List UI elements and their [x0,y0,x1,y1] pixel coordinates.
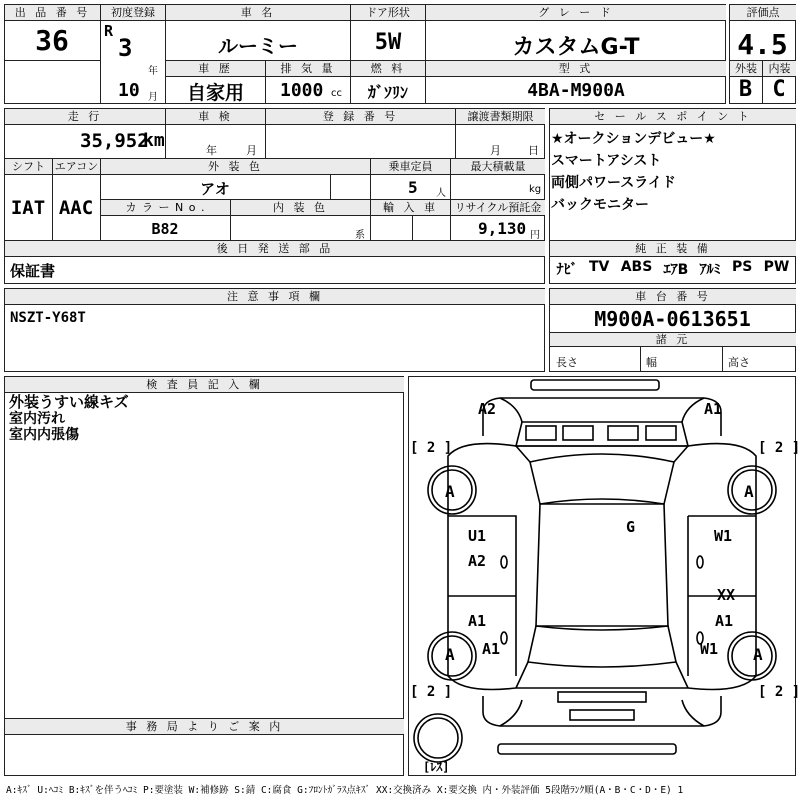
mark-front-left-tire: [ 2 ] [410,440,453,456]
mark-wheel-fr: A [744,482,754,501]
capacity-unit: 人 [436,188,446,199]
inspector-header: 検 査 員 記 入 欄 [5,377,404,392]
int-color-header: 内 装 色 [231,200,370,215]
notes-header: 注 意 事 項 欄 [5,289,545,304]
equip-pw: PW [763,259,790,275]
hood-panel-mid-right [608,426,638,440]
mark-glass: G [626,518,636,536]
mark-right-a1: A1 [715,612,734,630]
mark-right-w1-upper: W1 [714,527,733,545]
sales-point-3: 両側パワースライド [551,175,676,191]
first-reg-month-unit: 月 [148,92,158,103]
equip-ps: PS [731,259,753,275]
later-parts-value: 保証書 [10,262,56,280]
windshield [530,454,674,504]
mark-left-a1-lower: A1 [482,640,501,658]
model-value: 4BA-M900A [527,80,625,101]
shift-header: シフト [5,159,52,174]
mark-rear-right-tire: [ 2 ] [758,684,800,700]
fuel-header: 燃 料 [351,61,425,76]
inspector-line-2: 室内汚れ [9,411,65,427]
aircon-value: AAC [58,197,94,219]
roof [536,504,668,626]
car-name-header: 車 名 [166,5,350,20]
hood-panel-right [646,426,676,440]
grade-header: グ レ ー ド [426,5,726,20]
sales-point-2: スマートアシスト [551,153,662,169]
first-reg-year: 3 [118,34,133,62]
score-header: 評価点 [730,5,796,20]
interior-grade-header: 内装 [763,61,796,76]
first-reg-year-unit: 年 [148,66,158,77]
mark-left-a2: A2 [468,552,487,570]
model-header: 型 式 [426,61,726,76]
equip-airbag: ｴｱB [663,262,689,278]
equip-tv: TV [588,259,610,275]
rear-window [528,626,676,667]
legend-text: A:ｷｽﾞ U:ﾍｺﾐ B:ｷｽﾞを伴うﾍｺﾐ P:要塗装 W:補修跡 S:錆 C:腐食 G:ﾌﾛﾝﾄｶﾞﾗｽ点ｷｽﾞ XX:交換済み X:要交換 内・外装評価 5段階ﾗﾝｸ順(A・B・C・D・E) 1 [6,785,684,796]
transfer-header: 譲渡書類期限 [456,109,545,124]
wheel-rear-right [728,632,776,680]
rear-bumper-bar [498,744,676,754]
mark-rear-left-tire: [ 2 ] [410,684,453,700]
specs-width: 幅 [646,356,657,369]
displacement-unit: cc [331,88,342,99]
front-bumper-bar [531,380,659,390]
aircon-header: エアコン [54,160,99,173]
inspector-line-3: 室内内張傷 [9,427,79,443]
hood-panel-left [526,426,556,440]
recycle-header: リサイクル預託金 [451,200,545,215]
equipment-header: 純 正 装 備 [550,241,796,256]
car-diagram [408,376,796,776]
ext-color-header: 外 装 色 [101,159,370,174]
equip-navi: ﾅﾋﾞ [556,262,578,278]
reg-no-header: 登 録 番 号 [266,109,455,124]
color-no-header: カ ラ ー N o . [101,200,230,215]
displacement-header: 排 気 量 [266,61,350,76]
mark-right-w1-lower: W1 [700,640,719,658]
sales-points-header: セ ー ル ス ポ イ ン ト [550,109,796,124]
equip-alloy: ｱﾙﾐ [699,262,721,278]
specs-height: 高さ [728,356,750,369]
car-name-value: ルーミー [218,34,298,58]
notes-value: NSZT-Y68T [10,310,86,326]
sales-points-list [551,128,795,216]
office-header: 事 務 局 よ り ご 案 内 [5,719,404,734]
sales-point-4: バックモニター [551,197,649,213]
transfer-day-unit: 日 [528,144,539,157]
ext-color-value: アオ [200,180,230,198]
inspection-header: 車 検 [166,109,265,124]
fuel-value: ｶﾞｿﾘﾝ [367,83,408,102]
history-value: 自家用 [186,82,244,104]
mark-wheel-rl: A [445,645,455,664]
equip-abs: ABS [620,259,653,275]
mark-right-xx: XX [717,586,736,604]
door-value: 5W [374,30,402,55]
specs-header: 諸 元 [550,333,796,346]
inspection-year-unit: 年 [206,144,217,157]
mileage-header: 走 行 [5,109,165,124]
mark-wheel-rr: A [753,645,763,664]
lot-number: 36 [35,24,69,57]
rear-bumper [483,696,721,726]
inspector-line-1: 外装うすい線キズ [9,393,129,411]
capacity-value: 5 [408,178,418,197]
mark-left-u1: U1 [468,527,487,545]
mark-front-right-tire: [ 2 ] [758,440,800,456]
spare-tire [414,714,462,762]
chassis-header: 車 台 番 号 [550,289,796,304]
door-header: ドア形状 [351,5,425,20]
mark-wheel-fl: A [445,482,455,501]
int-color-unit: 系 [355,230,365,241]
mark-spare: [ﾚｽ] [423,760,450,774]
shift-value: IAT [10,197,46,219]
mark-front-a2: A2 [478,400,497,418]
mark-left-a1-upper: A1 [468,612,487,630]
history-header: 車 歴 [166,61,265,76]
grade-value: カスタムG-T [512,35,640,60]
first-reg-month: 10 [118,80,140,101]
inspector-notes [9,394,129,443]
sales-point-1: ★オークションデビュー★ [551,131,716,147]
tailgate-panel [558,692,646,702]
capacity-header: 乗車定員 [371,159,450,174]
max-load-header: 最大積載量 [451,159,545,174]
exterior-grade-header: 外装 [730,61,762,76]
specs-length: 長さ [556,356,578,369]
displacement-value: 1000 [280,80,324,101]
mileage-value: 35,952 [80,130,149,152]
color-no-value: B82 [151,220,179,238]
first-reg-header: 初度登録 [101,5,165,20]
score-value: 4.5 [737,28,788,61]
later-parts-header: 後 日 発 送 部 品 [5,241,545,256]
lot-header: 出 品 番 号 [5,5,100,20]
recycle-value: 9,130 [478,219,527,238]
import-header: 輸 入 車 [371,200,450,215]
mileage-unit: km [143,130,165,151]
first-reg-era: R [104,22,114,40]
inspection-month-unit: 月 [246,144,257,157]
front-bumper [483,398,721,436]
license-plate [570,710,634,720]
recycle-unit: 円 [530,230,540,241]
interior-grade-value: C [772,77,786,102]
equipment-list [551,259,795,279]
max-load-unit: kg [529,184,542,195]
exterior-grade-value: B [738,77,753,102]
transfer-month-unit: 月 [490,144,501,157]
mark-front-a1: A1 [704,400,723,418]
chassis-value: M900A-0613651 [594,307,751,331]
hood-panel-mid-left [563,426,593,440]
